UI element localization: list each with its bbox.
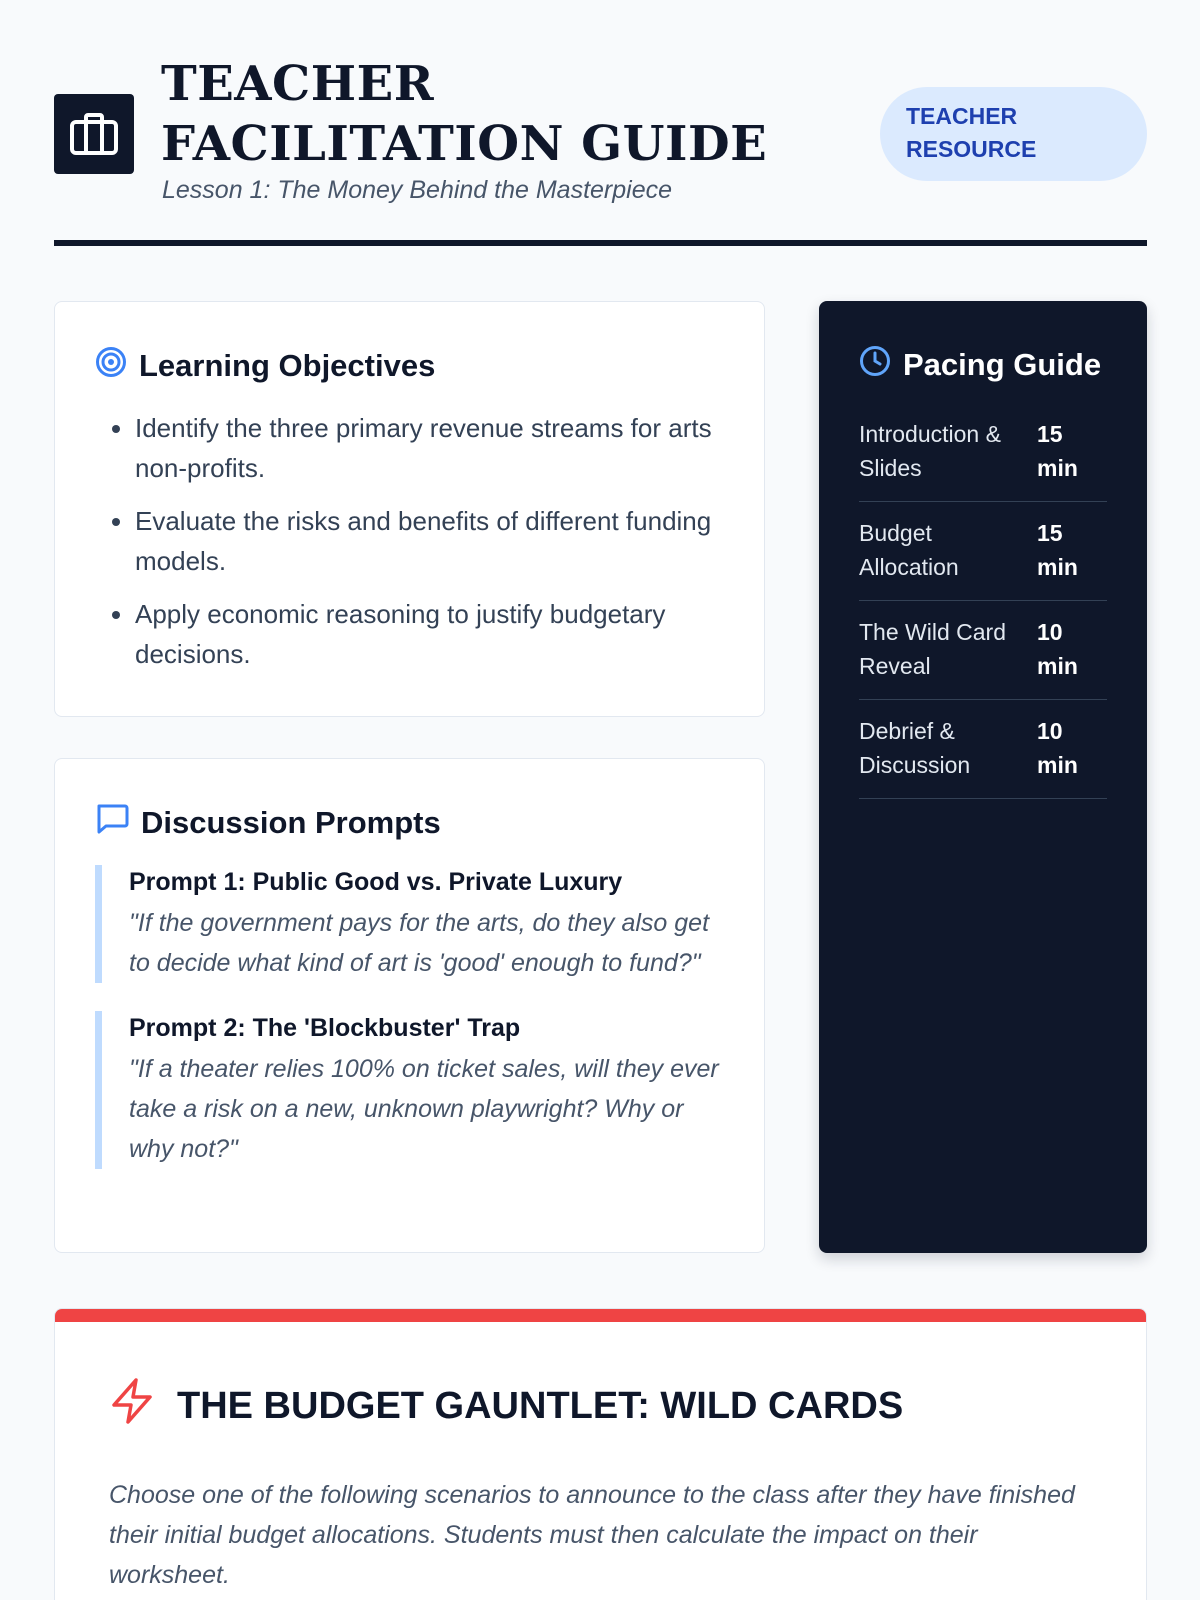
alert-stripe: [55, 1309, 1146, 1322]
page: [54, 0, 1147, 1589]
lightning-icon: [109, 1377, 155, 1435]
prompt-title: Prompt 1: Public Good vs. Private Luxury: [129, 868, 623, 896]
pacing-duration: 15 min: [1037, 520, 1078, 580]
chat-bubble-icon: [95, 803, 129, 843]
pacing-row: [859, 700, 1107, 799]
list-item: • Identify the three primary revenue streams for arts non-profits.: [135, 408, 724, 488]
prompt-block: [95, 1011, 724, 1169]
pacing-row: [859, 601, 1107, 700]
prompt-quote: "If the government pays for the arts, do they also get to decide what kind of art is 'good' enough to fund?": [129, 909, 710, 977]
pacing-list: [859, 403, 1107, 799]
prompt-quote: "If a theater relies 100% on ticket sales, will they ever take a risk on a new, unknown playwright? Why or why not?": [129, 1055, 719, 1163]
briefcase-icon: [54, 94, 134, 174]
header-divider: [54, 240, 1147, 246]
section-heading: Discussion Prompts: [141, 805, 441, 840]
page-title: TEACHER FACILITATION GUIDE: [161, 56, 768, 172]
pacing-duration: 10 min: [1037, 718, 1078, 778]
lesson-subtitle: Lesson 1: The Money Behind the Masterpiece: [162, 176, 673, 204]
prompt-block: [95, 865, 724, 983]
pacing-guide-card: [819, 301, 1147, 1253]
section-heading: Pacing Guide: [903, 347, 1102, 382]
pacing-duration: 15 min: [1037, 421, 1078, 481]
clock-icon: [859, 345, 891, 385]
pacing-activity: Budget Allocation: [859, 520, 959, 580]
prompt-title: Prompt 2: The 'Blockbuster' Trap: [129, 1014, 521, 1042]
list-item: • Apply economic reasoning to justify budgetary decisions.: [135, 594, 724, 674]
pacing-row: [859, 403, 1107, 502]
objectives-list: [95, 408, 724, 674]
target-icon: [95, 346, 127, 386]
resource-badge: TEACHER RESOURCE: [880, 87, 1147, 181]
pacing-row: [859, 502, 1107, 601]
pacing-activity: Debrief & Discussion: [859, 718, 971, 778]
pacing-activity: The Wild Card Reveal: [859, 619, 1006, 679]
learning-objectives-card: [54, 301, 765, 717]
pacing-activity: Introduction & Slides: [859, 421, 1001, 481]
header: [54, 0, 1147, 248]
section-heading: Learning Objectives: [139, 348, 436, 383]
wild-cards-card: [54, 1308, 1147, 1600]
section-heading: THE BUDGET GAUNTLET: WILD CARDS: [177, 1384, 904, 1427]
discussion-prompts-card: [54, 758, 765, 1253]
wild-cards-description: Choose one of the following scenarios to announce to the class after they have finished their initial budget allocations. Students must then calculate the impact on their worksheet.: [109, 1481, 1075, 1589]
pacing-duration: 10 min: [1037, 619, 1078, 679]
list-item: • Evaluate the risks and benefits of different funding models.: [135, 501, 724, 581]
